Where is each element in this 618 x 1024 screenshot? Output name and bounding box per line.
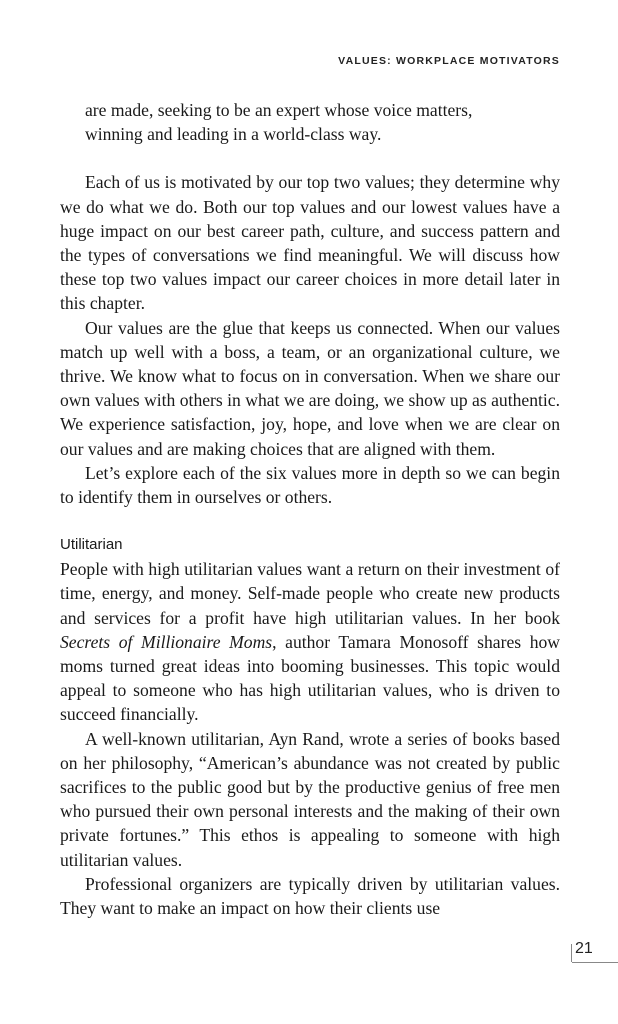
intro-continuation [60, 98, 560, 146]
page-number-rule [572, 962, 618, 963]
page-body [60, 98, 560, 920]
text-run: , author Tamara Monosoff shares how moms turned great ideas into booming businesses. This topic would appeal to someone who has high utilitarian values, who is driven to succeed financially. [60, 631, 560, 725]
intro-line: are made, seeking to be an expert whose voice matters, [85, 100, 473, 120]
page-number: 21 [575, 940, 593, 957]
running-head: VALUES: WORKPLACE MOTIVATORS [338, 55, 560, 67]
body-paragraph: A well-known utilitarian, Ayn Rand, wrote a series of books based on her philosophy, “American’s abundance was not created by public sacrifices to the public good but by the productive genius of free men who pursued their own personal interests and the making of their own private fortunes.” This ethos is appealing to someone with high utilitarian values. [60, 728, 560, 870]
body-paragraph: Professional organizers are typically driven by utilitarian values. They want to make an impact on how their clients use [60, 873, 560, 919]
body-paragraph: Let’s explore each of the six values more in depth so we can begin to identify them in ourselves or others. [60, 462, 560, 508]
intro-line: winning and leading in a world-class way. [85, 124, 382, 145]
text-run: People with high utilitarian values want a return on their investment of time, energy, and money. Self-made people who create new products and services for a profit have high utilitarian values. In her book [60, 559, 560, 628]
body-paragraph: Each of us is motivated by our top two values; they determine why we do what we do. Both our top values and our lowest values have a huge impact on our best career path, culture, and success pattern and the types of conversations we find meaningful. We will discuss how these top two values impact our career choices in more detail later in this chapter. [60, 172, 560, 314]
body-paragraph [60, 557, 560, 726]
book-title: Secrets of Millionaire Moms [60, 631, 273, 652]
page-number-rule-vertical [571, 944, 572, 962]
body-paragraph: Our values are the glue that keeps us connected. When our values match up well with a boss, a team, or an organizational culture, we thrive. We know what to focus on in conversation. When we share our own values with others in what we are doing, we show up as authentic. We experience satisfaction, joy, hope, and love when we are clear on our values and are making choices that are aligned with them. [60, 317, 560, 459]
section-heading: Utilitarian [60, 536, 123, 554]
